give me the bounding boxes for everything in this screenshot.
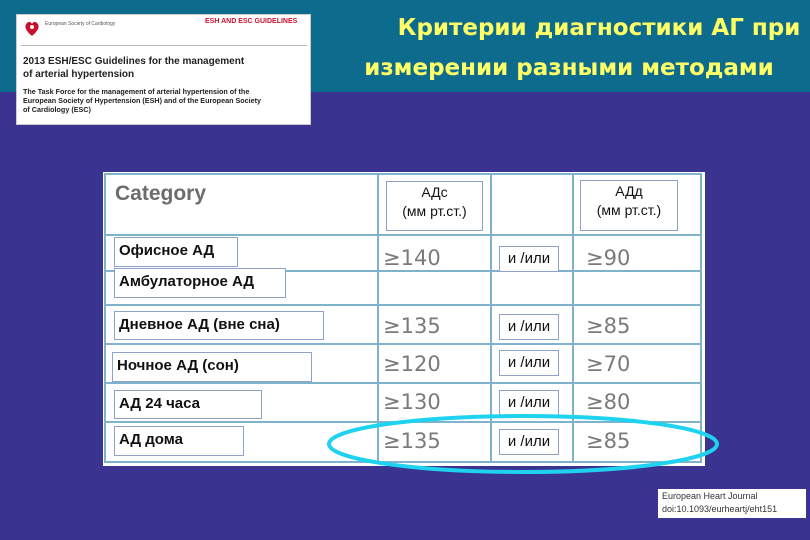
slide-title xyxy=(330,8,808,88)
dbp-value-daytime: ≥85 xyxy=(586,314,631,338)
sbp-header-line-2: (мм рт.ст.) xyxy=(402,203,467,219)
and-or-night: и /или xyxy=(499,350,559,376)
dbp-value-home: ≥85 xyxy=(586,429,631,453)
row-label-24h: АД 24 часа xyxy=(114,390,262,419)
sbp-header-line-1: АДс xyxy=(421,184,448,200)
dbp-value-24h: ≥80 xyxy=(586,390,631,414)
dbp-header-line-2: (мм рт.ст.) xyxy=(596,202,662,218)
esc-heart-logo-icon xyxy=(23,19,41,39)
and-or-daytime: и /или xyxy=(499,314,559,340)
guideline-subtitle xyxy=(23,87,309,114)
sbp-column-header xyxy=(386,181,483,231)
dbp-column-header xyxy=(580,180,678,231)
row-label-ambulatory: Амбулаторное АД xyxy=(114,268,286,298)
sbp-value-24h: ≥130 xyxy=(383,390,441,414)
sbp-value-daytime: ≥135 xyxy=(383,314,441,338)
row-label-office: Офисное АД xyxy=(114,237,238,267)
and-or-24h: и /или xyxy=(499,390,559,416)
dbp-header-line-1: АДд xyxy=(615,183,643,199)
title-line-1: Критерии диагностики АГ при xyxy=(397,15,801,41)
category-heading: Category xyxy=(115,182,207,205)
and-or-office: и /или xyxy=(499,246,559,272)
sbp-value-night: ≥120 xyxy=(383,352,441,376)
and-or-home: и /или xyxy=(499,429,559,455)
row-label-home: АД дома xyxy=(114,426,244,456)
guideline-heading-line-2: of arterial hypertension xyxy=(23,69,135,80)
sbp-value-home: ≥135 xyxy=(383,429,441,453)
guideline-cover-image xyxy=(16,14,311,125)
row-label-night: Ночное АД (сон) xyxy=(112,352,312,382)
esc-logo-text: European Society of Cardiology xyxy=(45,21,116,27)
guideline-subtitle-line-2: European Society of Hypertension (ESH) and of the European Society xyxy=(23,96,262,105)
journal-citation xyxy=(658,489,806,518)
guideline-heading xyxy=(23,55,308,81)
journal-doi: doi:10.1093/eurheartj/eht151 xyxy=(662,504,778,514)
row-label-daytime: Дневное АД (вне сна) xyxy=(114,311,324,340)
title-line-2: измерении разными методами xyxy=(364,55,774,81)
guideline-heading-line-1: 2013 ESH/ESC Guidelines for the management xyxy=(23,56,245,67)
guideline-subtitle-line-1: The Task Force for the management of arterial hypertension of the xyxy=(23,87,250,96)
journal-name: European Heart Journal xyxy=(662,491,758,501)
dbp-value-office: ≥90 xyxy=(586,246,631,270)
card-divider xyxy=(21,45,307,46)
guidelines-header: ESH AND ESC GUIDELINES xyxy=(205,18,298,25)
guideline-subtitle-line-3: of Cardiology (ESC) xyxy=(23,105,91,114)
sbp-value-office: ≥140 xyxy=(383,246,441,270)
dbp-value-night: ≥70 xyxy=(586,352,631,376)
